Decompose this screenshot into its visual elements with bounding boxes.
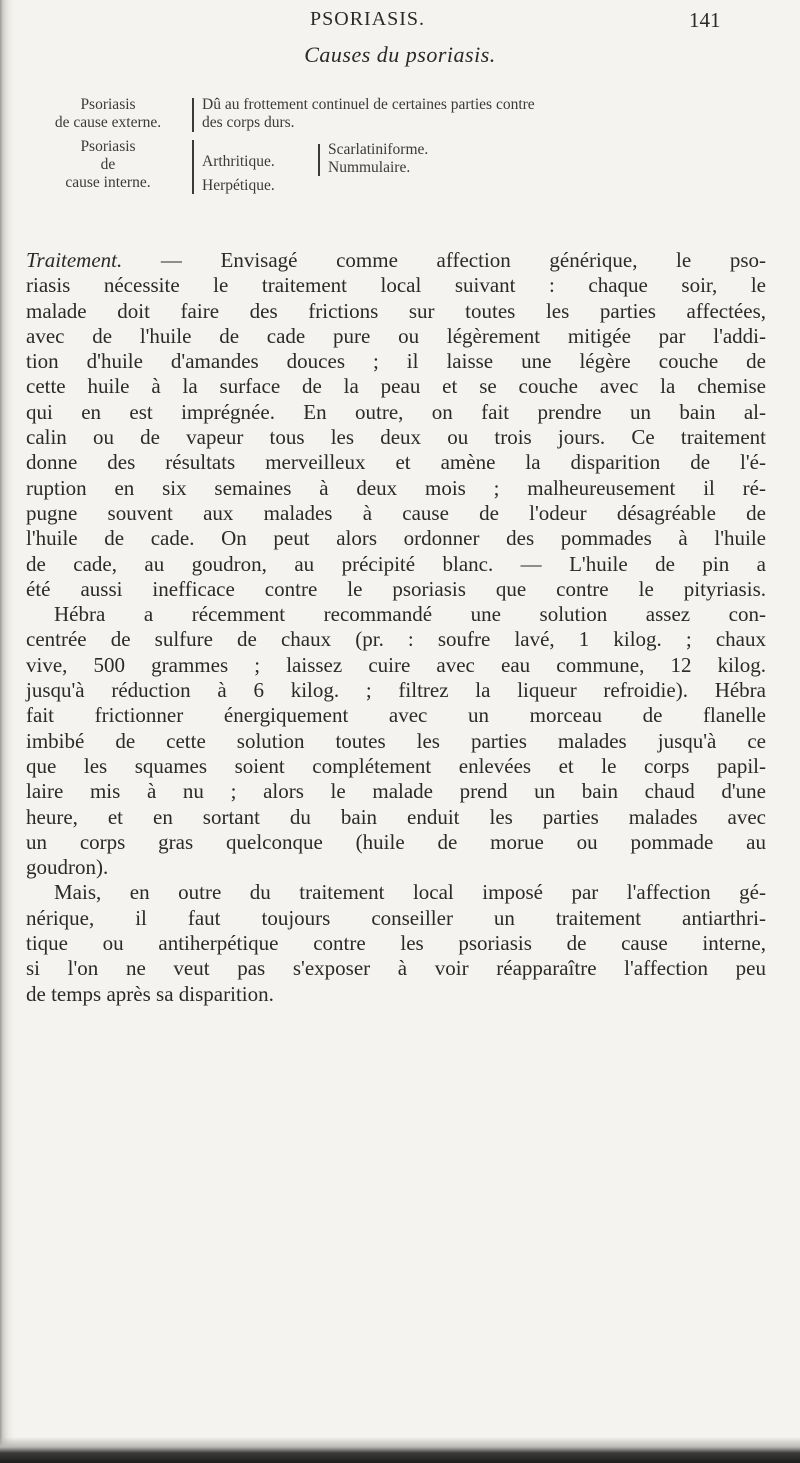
text-line: de temps après sa disparition. [26,981,274,1006]
text-line: riasis nécessite le traitement local suivant : chaque soir, le [26,273,766,298]
text-line: imbibé de cette solution toutes les parties malades jusqu'à ce [26,728,766,753]
internal-label-line3: cause interne. [65,174,151,191]
arthritic-subtypes [328,141,428,177]
external-text-line1: Dû au frottement continuel de certaines parties contre [202,96,535,113]
text-line: l'huile de cade. On peut alors ordonner des pommades à l'huile [26,526,766,551]
text-line: jusqu'à réduction à 6 kilog. ; filtrez la liqueur refroidie). Hébra [26,678,766,703]
text-line: donne des résultats merveilleux et amène la disparition de l'é- [26,450,766,475]
text-line: tique ou antiherpétique contre les psoriasis de cause interne, [26,931,766,956]
internal-label-line1: Psoriasis [80,138,136,155]
text-line: de cade, au goudron, au précipité blanc. — L'huile de pin a [26,551,766,576]
text-line: vive, 500 grammes ; laissez cuire avec eau commune, 12 kilog. [26,652,766,677]
text-line: Hébra a récemment recommandé une solution assez con- [54,602,766,627]
text-line: cette huile à la surface de la peau et se couche avec la chemise [26,374,766,399]
text-line: ruption en six semaines à deux mois ; malheureusement il ré- [26,475,766,500]
causes-table [28,96,798,246]
nummular-label: Nummulaire. [328,159,411,176]
page-number: 141 [689,8,721,32]
text-line: laire mis à nu ; alors le malade prend un bain chaud d'une [26,779,766,804]
text-line: un corps gras quelconque (huile de morue ou pommade au [26,829,766,854]
herpetic-label: Herpétique. [202,177,275,194]
external-label-line2: de cause externe. [54,114,162,131]
text-line: été aussi inefficace contre le psoriasis que contre le pityriasis. [26,576,766,601]
page-bottom-edge [0,1437,800,1463]
running-head: PSORIASIS. [310,8,426,30]
text-line: que les squames soient complétement enlevées et le corps papil- [26,753,766,778]
external-brace [192,98,194,132]
arthritic-label: Arthritique. [202,153,275,170]
text-line: nérique, il faut toujours conseiller un traitement antiarthri- [26,905,766,930]
internal-cause-label [28,138,188,192]
page-header [0,8,800,36]
text-line: qui en est imprégnée. En outre, on fait prendre un bain al- [26,399,766,424]
internal-brace [192,140,194,194]
text-line: centrée de sulfure de chaux (pr. : soufre lavé, 1 kilog. ; chaux [26,627,766,652]
treatment-paragraph-1 [26,248,766,880]
text-line: heure, et en sortant du bain enduit les parties malades avec [26,804,766,829]
text-line: tion d'huile d'amandes douces ; il laisse une légère couche de [26,349,766,374]
external-cause-text [202,96,535,132]
text-line: Traitement. — Envisagé comme affection générique, le pso- [26,248,766,272]
text-line: fait frictionner énergiquement avec un morceau de flanelle [26,703,766,728]
external-cause-label [28,96,188,132]
text-line: avec de l'huile de cade pure ou légèrement mitigée par l'addi- [26,323,766,348]
treatment-paragraph-2 [26,880,766,1006]
text-line: pugne souvent aux malades à cause de l'odeur désagréable de [26,500,766,525]
text-line: Mais, en outre du traitement local imposé par l'affection gé- [54,880,766,905]
treatment-text [26,248,766,1007]
internal-label-line2: de [100,156,116,173]
text-line: calin ou de vapeur tous les deux ou trois jours. Ce traitement [26,425,766,450]
text-line: malade doit faire des frictions sur toutes les parties affectées, [26,298,766,323]
text-line: si l'on ne veut pas s'exposer à voir réapparaître l'affection peu [26,956,766,981]
scarlatiniform-label: Scarlatiniforme. [328,141,429,158]
treatment-lead: Traitement. [26,248,123,272]
section-title: Causes du psoriasis. [304,42,496,67]
text-line: goudron). [26,855,109,880]
arthritic-brace [318,144,320,176]
external-text-line2: des corps durs. [202,114,295,131]
external-label-line1: Psoriasis [80,96,136,113]
page-edge-shadow [0,0,14,1463]
